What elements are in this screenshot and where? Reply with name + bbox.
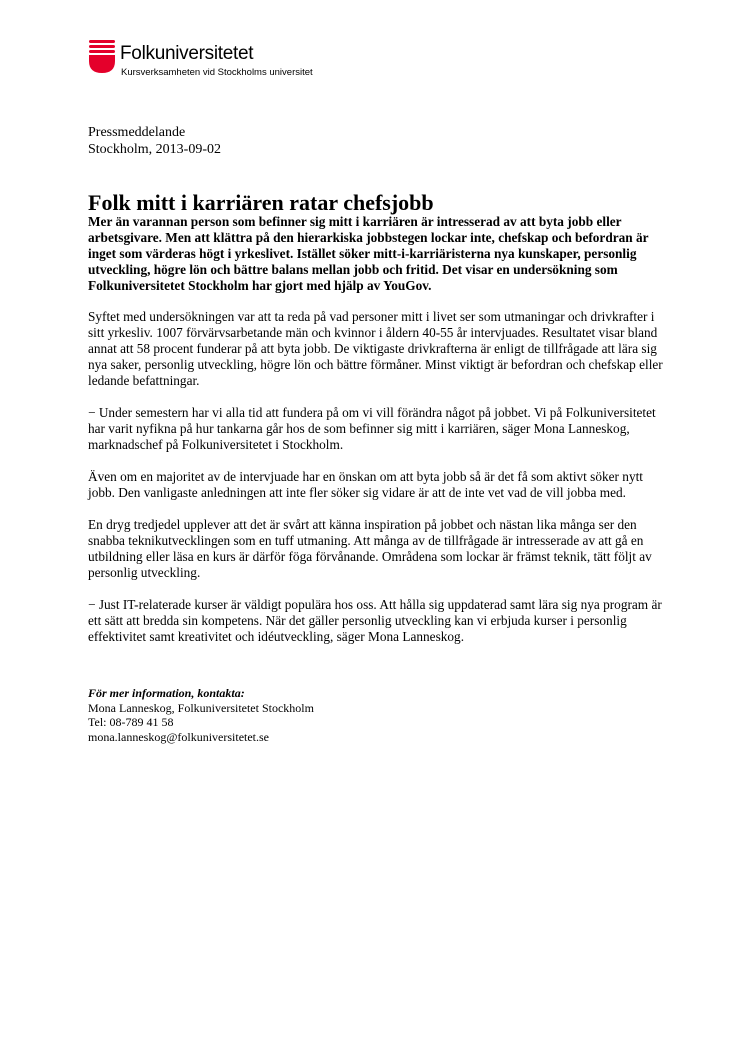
contact-label: För mer information, kontakta: — [88, 686, 245, 700]
contact-email: mona.lanneskog@folkuniversitetet.se — [88, 729, 270, 744]
body-paragraph: − Just IT-relaterade kurser är väldigt populära hos oss. Att hålla sig uppdaterad samt lära sig nya program är ett sätt att bredda sin kompetens. När det gäller personlig utveckling kan vi erbjuda kurser i personlig effektivitet samt kreativitet och idéutveckling, säger Mona Lanneskog. — [88, 597, 662, 644]
contact-phone: Tel: 08-789 41 58 — [88, 715, 174, 729]
body-text — [88, 309, 668, 661]
document-type: Pressmeddelande — [88, 125, 186, 140]
contact-name: Mona Lanneskog, Folkuniversitetet Stockholm — [88, 700, 314, 715]
logo-subtitle: Kursverksamheten vid Stockholms universitet — [121, 67, 313, 78]
folkuniversitetet-logo-icon — [88, 40, 116, 74]
logo-name: Folkuniversitetet — [120, 43, 254, 64]
body-paragraph: Syftet med undersökningen var att ta reda på vad personer mitt i livet ser som utmaningar och drivkrafter i sitt yrkesliv. 1007 förvärvsarbetande män och kvinnor i åldern 40-55 år intervjuades. Resultatet visar bland annat att 58 procent funderar på att byta jobb. De viktigaste drivkrafterna är enligt de tillfrågade att lära sig nya saker, personlig utveckling, högre lön och bättre förmåner. Minst viktigt är befordran och chefskap eller ledande befattningar. — [88, 309, 663, 388]
body-paragraph: − Under semestern har vi alla tid att fundera på om vi vill förändra något på jobbet. Vi på Folkuniversitetet har varit nyfikna på hur tankarna går hos de som befinner sig mitt i karriären, säger Mona Lanneskog, marknadschef på Folkuniversitetet i Stockholm. — [88, 405, 656, 452]
body-paragraph: Även om en majoritet av de intervjuade har en önskan om att byta jobb så är det få som aktivt söker nytt jobb. Den vanligaste anledningen att inte fler söker sig vidare är att de inte vet vad de vill jobba med. — [88, 469, 643, 500]
document-meta — [88, 124, 221, 158]
headline: Folk mitt i karriären ratar chefsjobb — [88, 190, 434, 215]
body-paragraph: En dryg tredjedel upplever att det är svårt att känna inspiration på jobbet och nästan lika många ser den snabba teknikutvecklingen som en tuff utmaning. Att många av de tillfrågade är intresserade av att gå en utbildning eller läsa en kurs är därför föga förvånande. Områdena som lockar är främst teknik, tätt följt av personlig utveckling. — [88, 517, 652, 580]
lede: Mer än varannan person som befinner sig mitt i karriären är intresserad av att byta jobb eller arbetsgivare. Men att klättra på den hierarkiska jobbstegen lockar inte, chefskap och befordran är inget som värderas högt i yrkeslivet. Istället söker mitt-i-karriäristerna nya kunskaper, personlig utveckling, högre lön och bättre balans mellan jobb och fritid. Det visar en undersökning som Folkuniversitetet Stockholm har gjort med hjälp av YouGov. — [88, 214, 649, 293]
contact-block — [88, 686, 314, 744]
place-date: Stockholm, 2013-09-02 — [88, 142, 221, 157]
